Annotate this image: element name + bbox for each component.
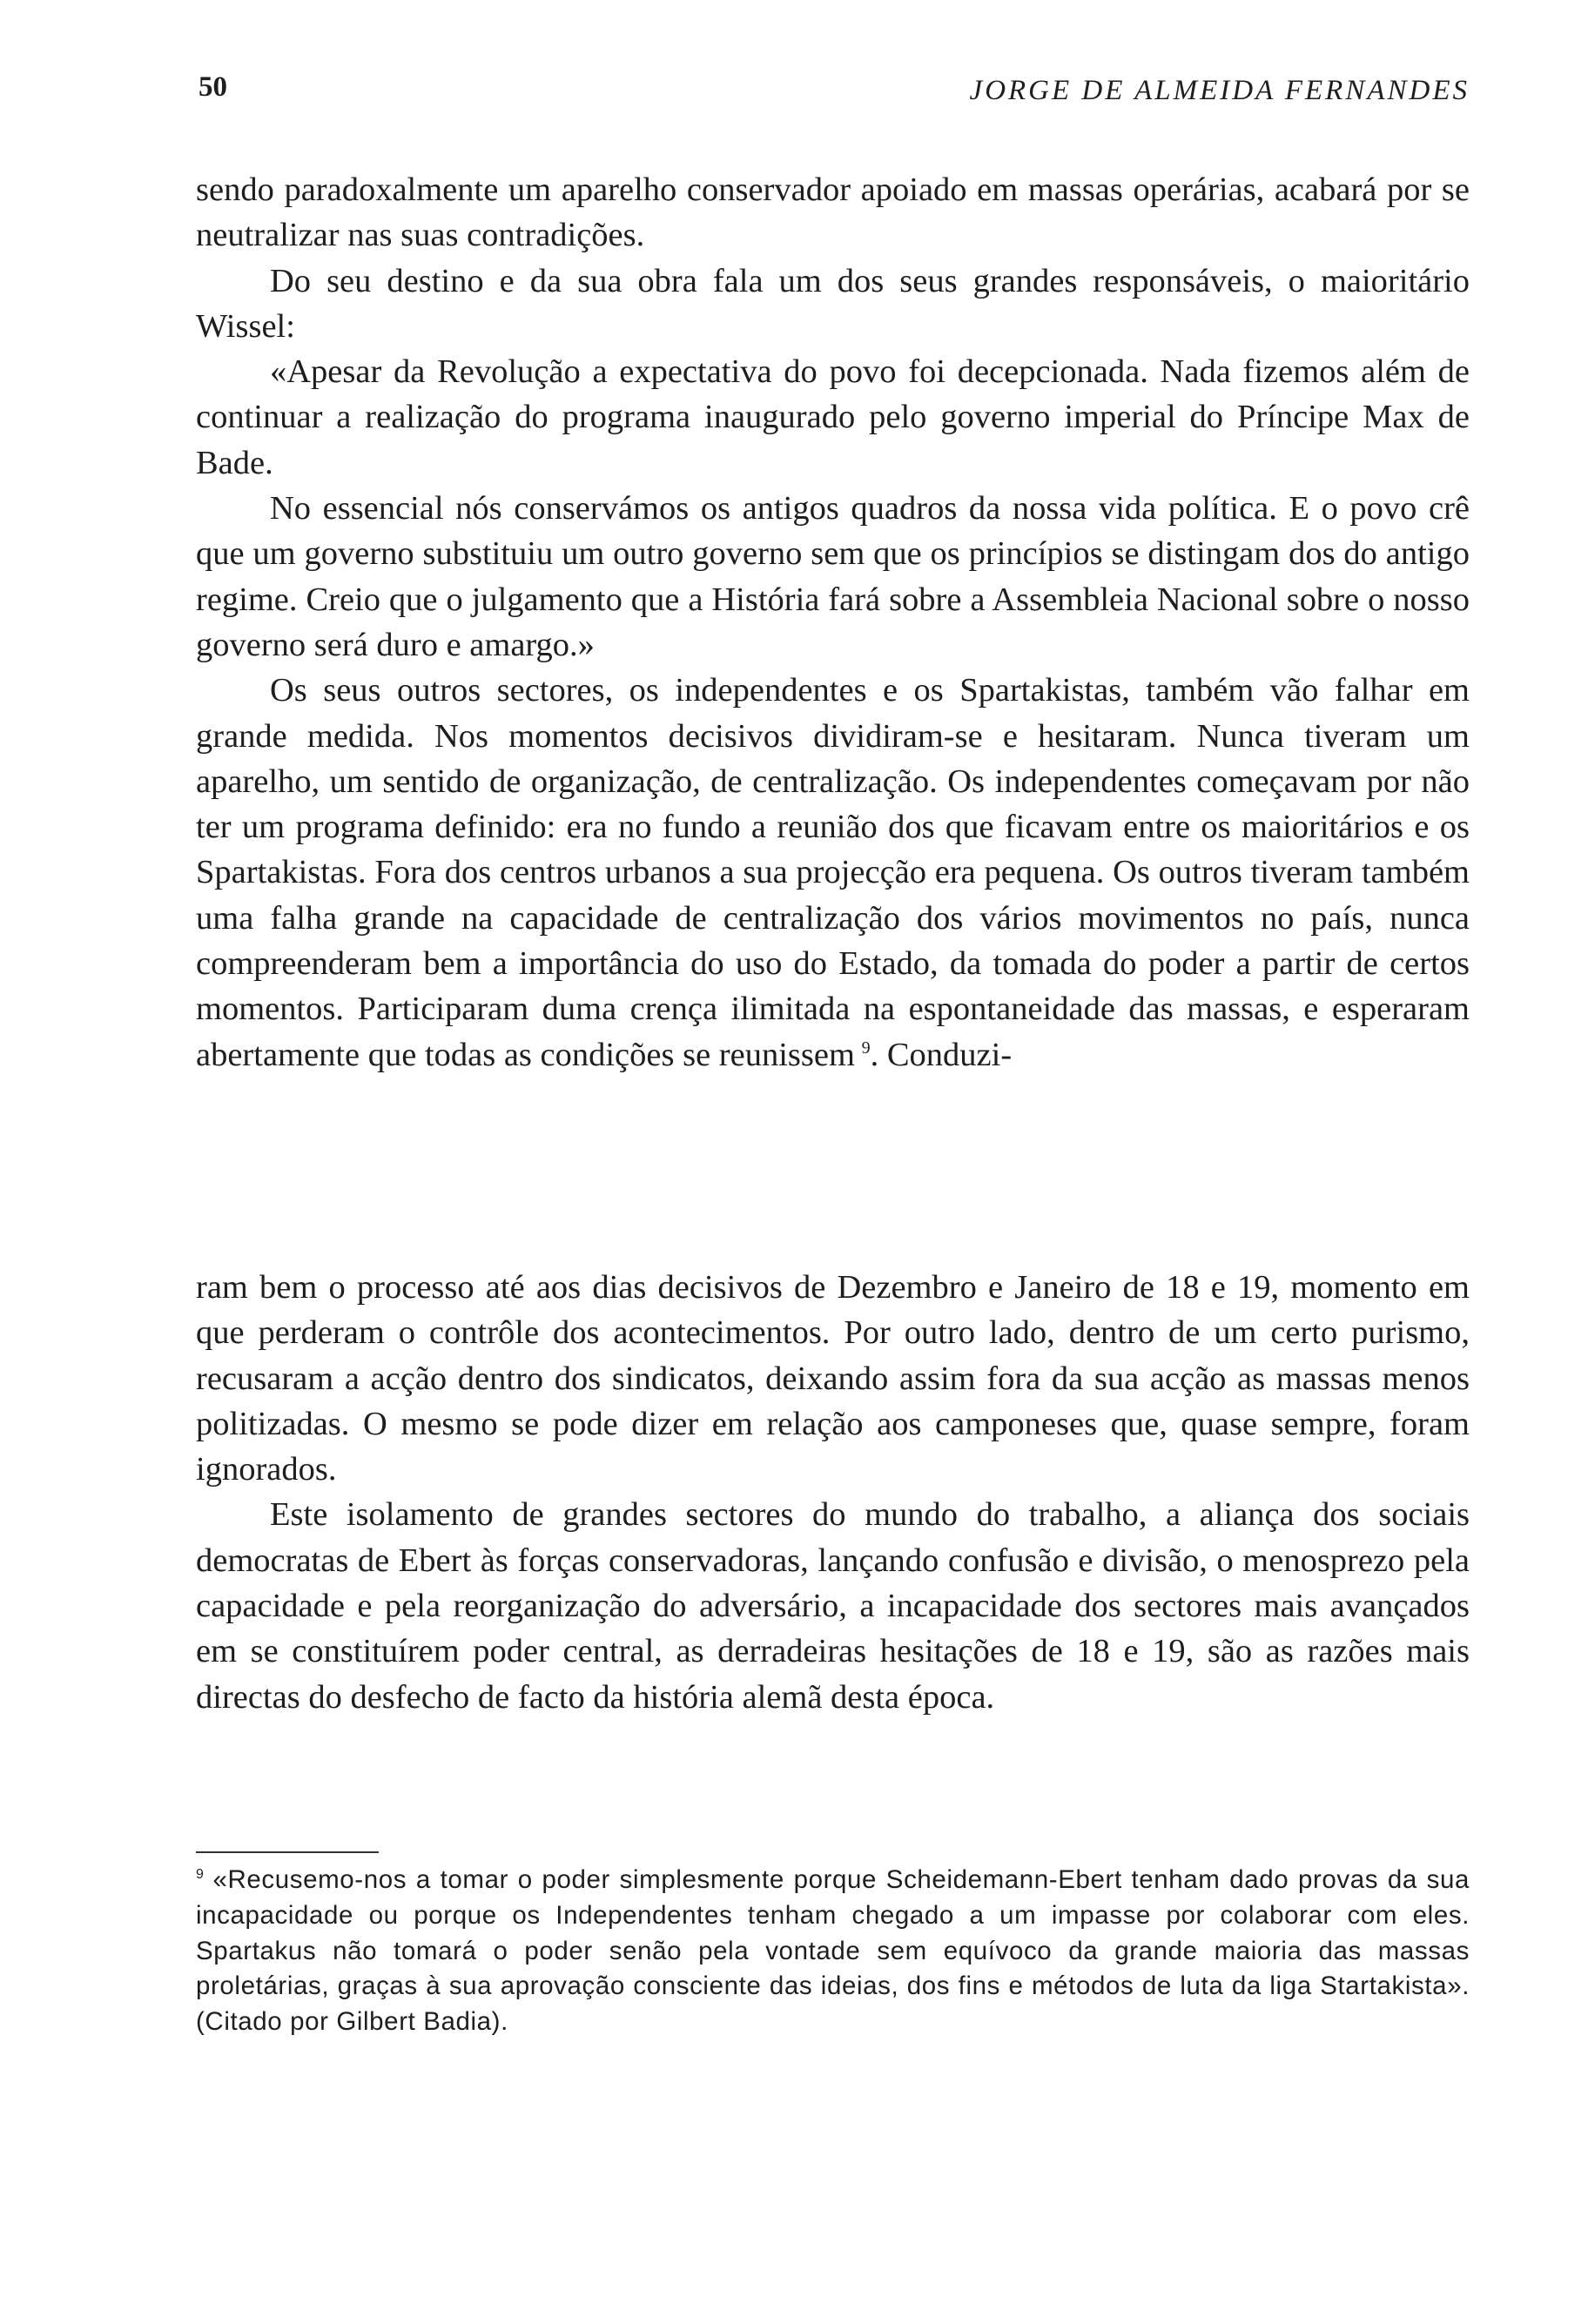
footnote xyxy=(196,1863,1470,2040)
body-text-block-1 xyxy=(196,167,1470,1078)
paragraph-text: Os seus outros sectores, os independentes e os Spartakistas, também vão falhar em grande medida. Nos momentos decisivos dividiram-se e hesitaram. Nunca tiveram um aparelho, um sentido de organização, de centralização. Os independentes começavam por não ter um programa definido: era no fundo a reunião dos que ficavam entre os maioritários e os Spartakistas. Fora dos centros urbanos a sua projecção era pequena. Os outros tiveram também uma falha grande na capacidade de centralização dos vários movimentos no país, nunca compreenderam bem a importância do uso do Estado, da tomada do poder a partir de certos momentos. Participaram duma crença ilimitada na espontaneidade das massas, e esperaram abertamente que todas as condições se reunissem xyxy=(196,672,1470,1073)
running-head: JORGE DE ALMEIDA FERNANDES xyxy=(969,75,1470,106)
paragraph: ram bem o processo até aos dias decisivos de Dezembro e Janeiro de 18 e 19, momento em que perderam o contrôle dos acontecimentos. Por outro lado, dentro de um certo purismo, recusaram a acção dentro dos sindicatos, deixando assim fora da sua acção as massas menos politizadas. O mesmo se pode dizer em relação aos camponeses que, quase sempre, foram ignorados. xyxy=(196,1269,1470,1488)
paragraph: Este isolamento de grandes sectores do mundo do trabalho, a aliança dos sociais democratas de Ebert às forças conservadoras, lançando confusão e divisão, o menosprezo pela capacidade e pela reorganização do adversário, a incapacidade dos sectores mais avançados em se constituírem poder central, as derradeiras hesitações de 18 e 19, são as razões mais directas do desfecho de facto da história alemã desta época. xyxy=(196,1496,1470,1716)
quote-paragraph: «Apesar da Revolução a expectativa do povo foi decepcionada. Nada fizemos além de continuar a realização do programa inaugurado pelo governo imperial do Príncipe Max de Bade. xyxy=(196,353,1470,481)
quote-paragraph: No essencial nós conservámos os antigos quadros da nossa vida política. E o povo crê que um governo substituiu um outro governo sem que os princípios se distingam dos do antigo regime. Creio que o julgamento que a História fará sobre a Assembleia Nacional sobre o nosso governo será duro e amargo.» xyxy=(196,490,1470,663)
paragraph-text-continued: . Conduzi- xyxy=(870,1036,1013,1073)
footnote-reference[interactable]: 9 xyxy=(861,1038,871,1058)
page-number: 50 xyxy=(198,71,227,103)
paragraph: sendo paradoxalmente um aparelho conservador apoiado em massas operárias, acabará por se neutralizar nas suas contradições. xyxy=(196,171,1470,254)
footnote-text: «Recusemo-nos a tomar o poder simplesmente porque Scheidemann-Ebert tenham dado provas da sua incapacidade ou porque os Independentes tenham chegado a um impasse por colaborar com eles. Spartakus não tomará o poder senão pela vontade sem equívoco da grande maioria das massas proletárias, graças à sua aprovação consciente das ideias, dos fins e métodos de luta da liga Startakista». (Citado por Gilbert Badia). xyxy=(196,1865,1470,2037)
footnote-mark: 9 xyxy=(196,1867,205,1883)
footnote-divider xyxy=(196,1851,379,1853)
paragraph: Do seu destino e da sua obra fala um dos seus grandes responsáveis, o maioritário Wissel: xyxy=(196,262,1470,345)
paragraph xyxy=(196,668,1470,1078)
body-text-block-2 xyxy=(196,1265,1470,1720)
